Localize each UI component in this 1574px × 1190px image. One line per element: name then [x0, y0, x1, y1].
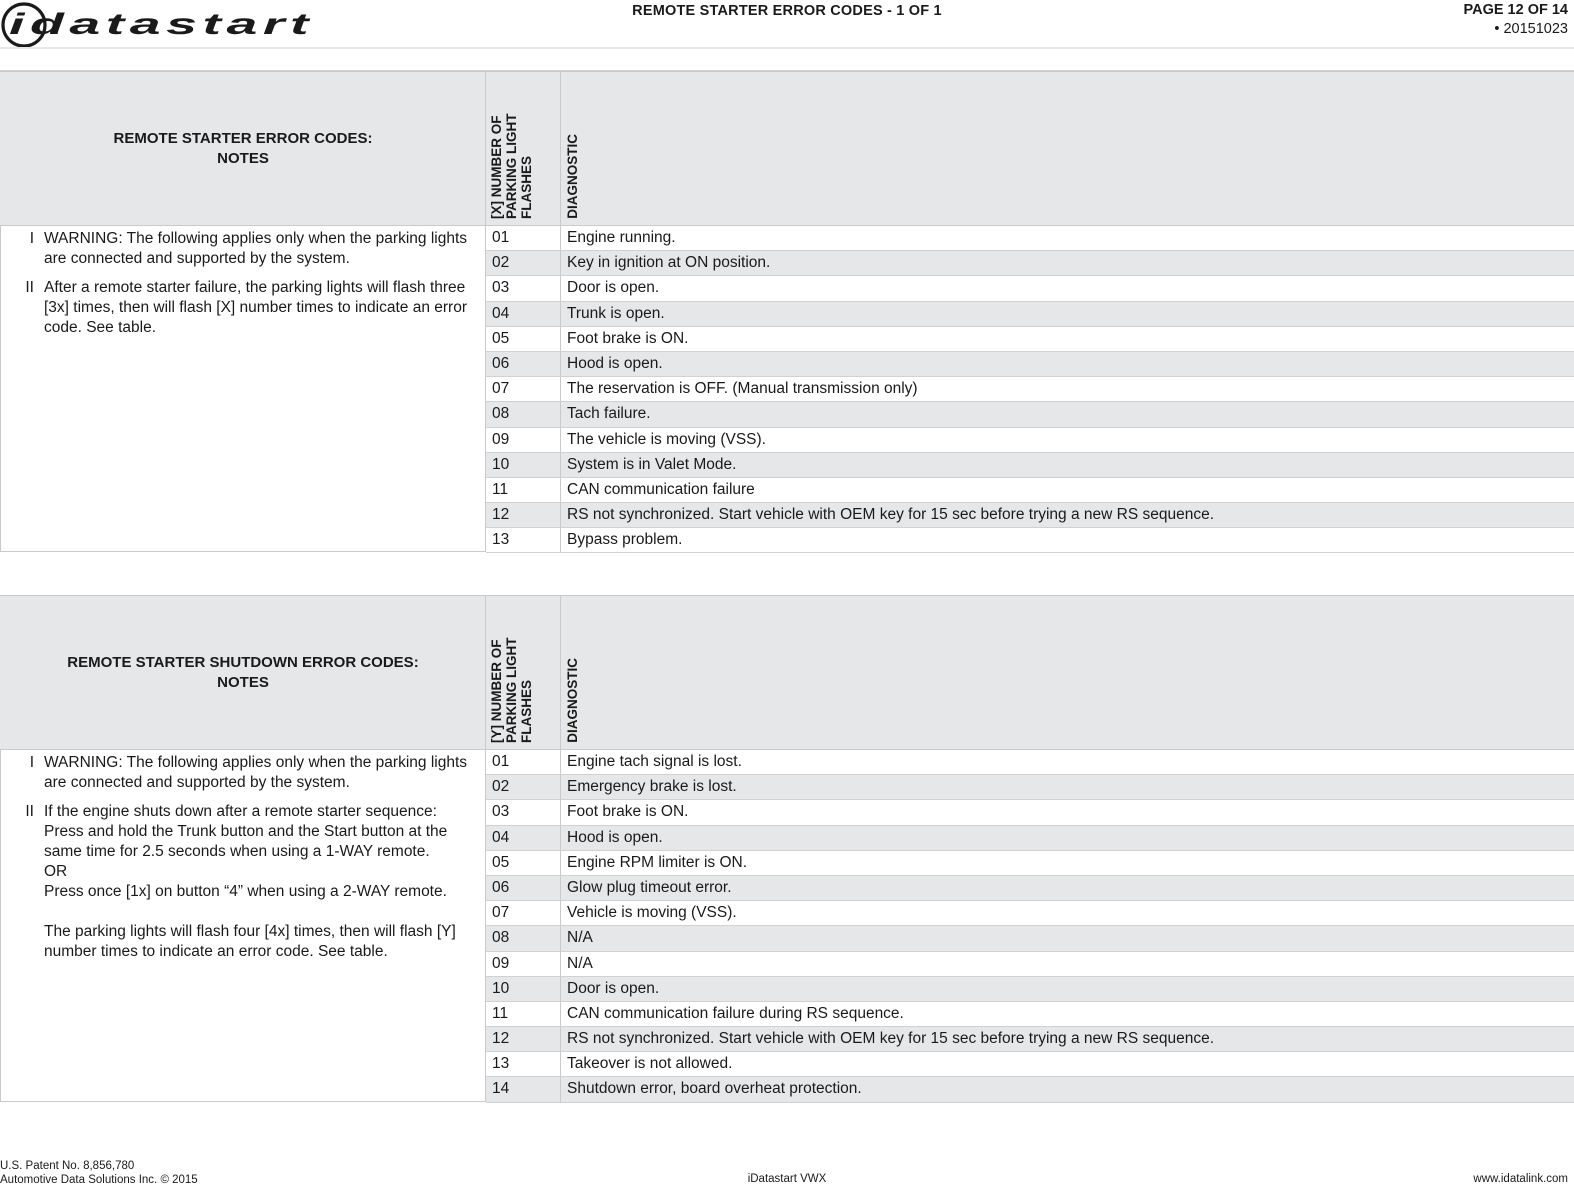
notes-title-line2: NOTES [217, 150, 269, 167]
error-code: 02 [492, 778, 510, 796]
table-row [486, 1077, 1574, 1102]
error-code: 12 [492, 1030, 510, 1048]
diagnostic-text: Engine RPM limiter is ON. [567, 853, 748, 871]
error-code: 01 [492, 229, 510, 246]
code-rows [486, 750, 1574, 1103]
diagnostic-text: The vehicle is moving (VSS). [567, 430, 766, 448]
diagnostic-text: Hood is open. [567, 354, 663, 372]
table-row [486, 528, 1574, 553]
notes-cell [0, 750, 486, 1102]
diagnostic-text: Door is open. [567, 979, 660, 997]
error-code: 09 [492, 430, 510, 448]
error-code: 04 [492, 304, 510, 322]
table-row [486, 251, 1574, 276]
notes-title-line2: NOTES [217, 674, 269, 691]
website-link[interactable]: www.idatalink.com [1473, 1173, 1568, 1185]
table-row [486, 1027, 1574, 1052]
page-title: REMOTE STARTER ERROR CODES - 1 OF 1 [632, 3, 942, 19]
column-divider [560, 71, 561, 226]
notes-title-line1: REMOTE STARTER SHUTDOWN ERROR CODES: [67, 654, 419, 671]
note-number: I [29, 230, 34, 247]
diagnostic-text: Door is open. [567, 279, 660, 297]
table-row [486, 503, 1574, 528]
table-row [486, 478, 1574, 503]
table-row [486, 1002, 1574, 1027]
error-code: 02 [492, 254, 510, 272]
column-header-diagnostic: DIAGNOSTIC [565, 134, 580, 219]
table-row [486, 800, 1574, 825]
error-code: 11 [492, 480, 509, 498]
table-row [486, 428, 1574, 453]
product-name: iDatastart VWX [747, 1173, 827, 1185]
error-code: 01 [492, 753, 510, 770]
diagnostic-text: The reservation is OFF. (Manual transmission only) [567, 380, 918, 398]
diagnostic-text: Foot brake is ON. [567, 329, 689, 347]
table-row [486, 302, 1574, 327]
diagnostic-text: Bypass problem. [567, 531, 683, 549]
diagnostic-text: Trunk is open. [567, 304, 665, 322]
header-divider [0, 47, 1574, 49]
error-code: 14 [492, 1080, 510, 1098]
error-code: 03 [492, 803, 510, 821]
table-row [486, 453, 1574, 478]
diagnostic-text: N/A [567, 929, 593, 947]
diagnostic-text: CAN communication failure during RS sequence. [567, 1004, 904, 1022]
diagnostic-text: Foot brake is ON. [567, 803, 689, 821]
error-code: 12 [492, 506, 510, 524]
notes-title [0, 129, 486, 169]
column-header-diagnostic: DIAGNOSTIC [565, 658, 580, 743]
code-rows [486, 226, 1574, 553]
diagnostic-text: Hood is open. [567, 828, 663, 846]
table-row [486, 226, 1574, 251]
table-row [486, 901, 1574, 926]
note-text: WARNING: The following applies only when the parking lights are connected and supported by the system. [44, 754, 468, 791]
table-row [486, 352, 1574, 377]
table-row [486, 952, 1574, 977]
column-header-flashes: [X] NUMBER OF PARKING LIGHT FLASHES [489, 113, 534, 219]
table-row [486, 775, 1574, 800]
diagnostic-text: Engine running. [567, 229, 676, 246]
document-version: • 20151023 [1494, 21, 1568, 37]
error-code: 10 [492, 455, 510, 473]
note-text: After a remote starter failure, the parking lights will flash three [3x] times, then will flash [X] number times to indicate an error code. See table. [44, 279, 467, 336]
table-row [486, 402, 1574, 427]
note-text: WARNING: The following applies only when the parking lights are connected and supported by the system. [44, 230, 468, 267]
diagnostic-text: Takeover is not allowed. [567, 1055, 733, 1073]
page-info [1464, 1, 1569, 39]
diagnostic-text: Key in ignition at ON position. [567, 254, 771, 272]
table-row [486, 377, 1574, 402]
error-code: 10 [492, 979, 510, 997]
note-item [1, 753, 486, 793]
diagnostic-text: N/A [567, 954, 593, 972]
error-code: 08 [492, 929, 510, 947]
table-row [486, 926, 1574, 951]
diagnostic-text: Tach failure. [567, 405, 651, 423]
error-code: 03 [492, 279, 510, 297]
error-code: 11 [492, 1004, 509, 1022]
column-divider [560, 595, 561, 750]
table-row [486, 1052, 1574, 1077]
error-code: 07 [492, 904, 510, 922]
note-number: II [25, 803, 34, 820]
table-row [486, 977, 1574, 1002]
table-header [0, 595, 1574, 750]
error-code: 09 [492, 954, 510, 972]
diagnostic-text: System is in Valet Mode. [567, 455, 737, 473]
table-row [486, 276, 1574, 301]
error-code: 05 [492, 329, 510, 347]
note-text: If the engine shuts down after a remote starter sequence: Press and hold the Trunk button and the Start button at the same time for 2.5 seconds when using a 1-WAY remote. OR Press once [1x] on button “4” when using a 2-WAY remote. The parking lights will flash four [4x] times, then will flash [Y] number times to indicate an error code. See table. [44, 803, 456, 960]
note-number: I [29, 754, 34, 771]
diagnostic-text: RS not synchronized. Start vehicle with OEM key for 15 sec before trying a new RS sequence. [567, 1030, 1215, 1048]
logo-wordmark: idatastart [9, 8, 314, 41]
error-code: 08 [492, 405, 510, 423]
diagnostic-text: Engine tach signal is lost. [567, 753, 742, 770]
note-item [1, 278, 486, 338]
table-row [486, 826, 1574, 851]
note-number: II [25, 279, 34, 296]
diagnostic-text: Shutdown error, board overheat protection. [567, 1080, 862, 1098]
patent-number: U.S. Patent No. 8,856,780 [0, 1160, 135, 1172]
diagnostic-text: Glow plug timeout error. [567, 878, 732, 896]
error-code: 07 [492, 380, 510, 398]
copyright: Automotive Data Solutions Inc. © 2015 [0, 1174, 198, 1186]
table-row [486, 750, 1574, 775]
notes-title [0, 653, 486, 693]
table-row [486, 876, 1574, 901]
error-code: 06 [492, 878, 510, 896]
error-code: 05 [492, 853, 510, 871]
error-code: 04 [492, 828, 510, 846]
error-code: 13 [492, 531, 510, 549]
note-item [1, 802, 486, 962]
notes-cell [0, 226, 486, 552]
table-row [486, 327, 1574, 352]
page-number: PAGE 12 OF 14 [1463, 2, 1568, 18]
notes-title-line1: REMOTE STARTER ERROR CODES: [113, 130, 373, 147]
diagnostic-text: Vehicle is moving (VSS). [567, 904, 737, 922]
column-header-flashes: [Y] NUMBER OF PARKING LIGHT FLASHES [489, 637, 534, 743]
diagnostic-text: CAN communication failure [567, 480, 755, 498]
table-row [486, 851, 1574, 876]
diagnostic-text: RS not synchronized. Start vehicle with OEM key for 15 sec before trying a new RS sequence. [567, 506, 1215, 524]
error-codes-table [0, 71, 1574, 552]
error-code: 13 [492, 1055, 510, 1073]
shutdown-codes-table [0, 595, 1574, 1102]
note-item [1, 229, 486, 269]
error-code: 06 [492, 354, 510, 372]
table-header [0, 71, 1574, 226]
diagnostic-text: Emergency brake is lost. [567, 778, 737, 796]
